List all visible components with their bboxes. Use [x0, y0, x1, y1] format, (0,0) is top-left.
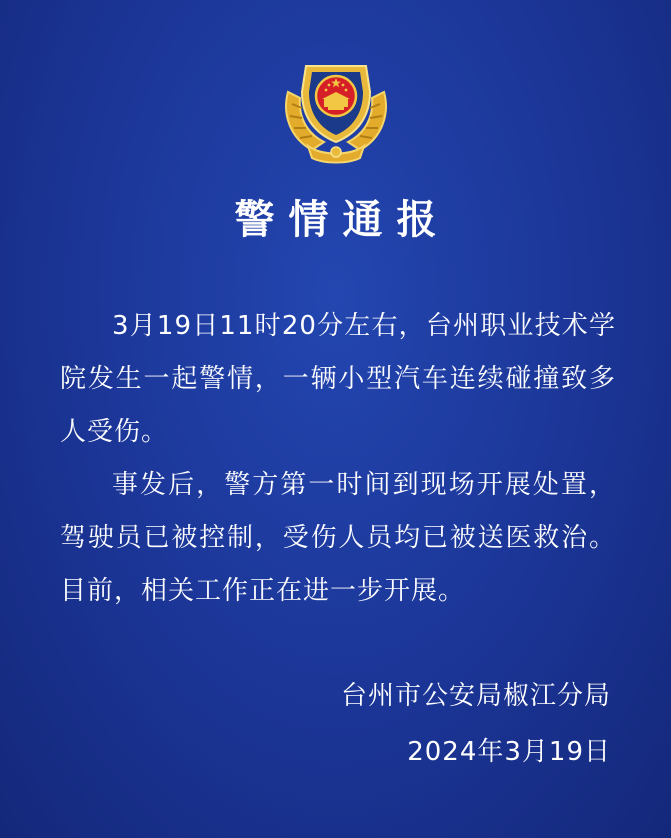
issuer-name: 台州市公安局椒江分局 [340, 681, 611, 711]
notice-paragraph-2: 事发后，警方第一时间到现场开展处置，驾驶员已被控制，受伤人员均已被送医救治。目前，相关工作正在进一步开展。 [60, 470, 616, 606]
notice-signature [341, 668, 611, 780]
issue-date: 2024年3月19日 [407, 737, 611, 767]
notice-paragraph-1: 3月19日11时20分左右，台州职业技术学院发生一起警情，一辆小型汽车连续碰撞致多人受伤。 [60, 311, 616, 447]
notice-title: 警情通报 [234, 196, 451, 243]
police-emblem-icon [278, 52, 394, 168]
notice-body [60, 300, 616, 618]
